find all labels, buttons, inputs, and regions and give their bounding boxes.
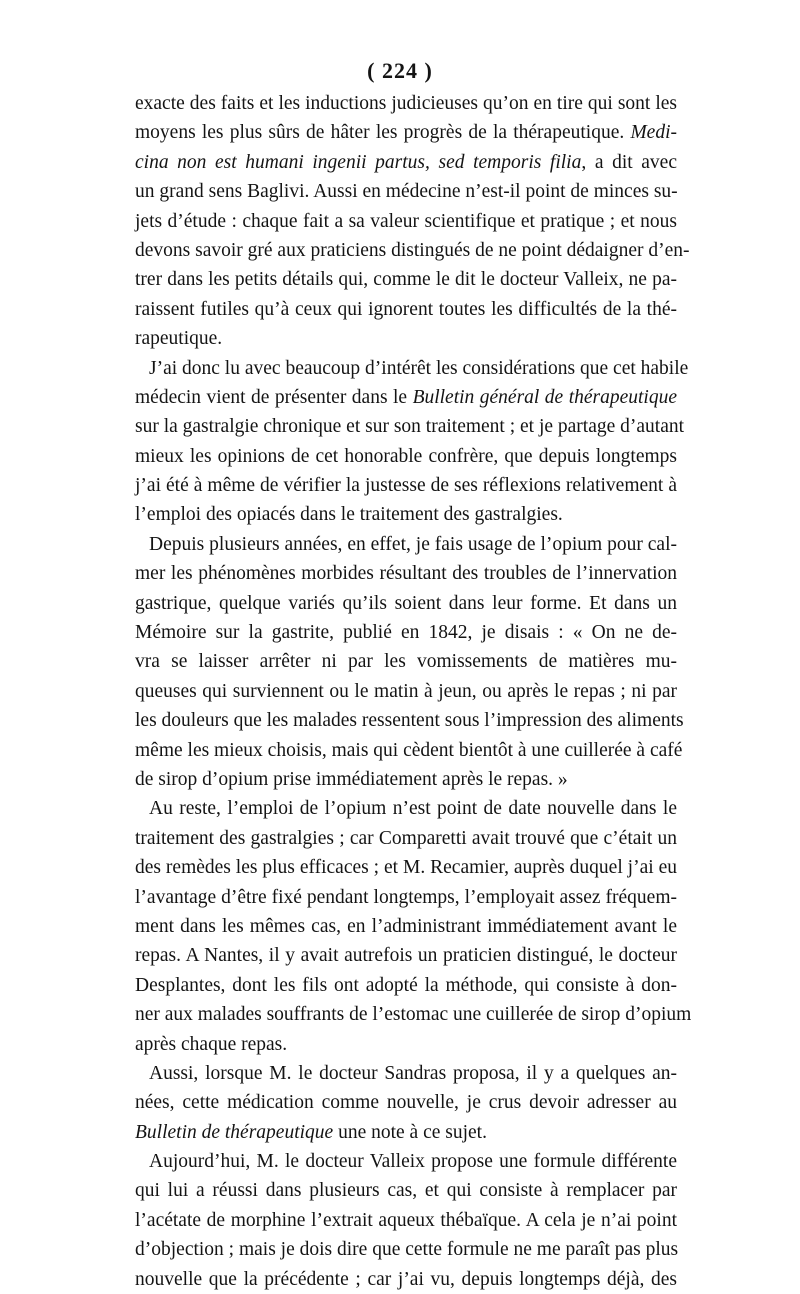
text-run: queuses qui surviennent ou le matin à jeun, ou après le repas ; ni par xyxy=(135,680,677,702)
text-run: qui lui a réussi dans plusieurs cas, et qui consiste à remplacer par xyxy=(135,1180,677,1202)
paragraph xyxy=(135,89,690,354)
text-run: raissent futiles qu’à ceux qui ignorent toutes les difficultés de la thé- xyxy=(135,298,677,320)
text-run: Aujourd’hui, M. le docteur Valleix propose une formule différente xyxy=(149,1151,677,1173)
paragraph xyxy=(135,530,684,795)
text-run: l’emploi des opiacés dans le traitement des gastralgies. xyxy=(135,504,563,526)
text-line xyxy=(135,383,677,412)
text-run: Aussi, lorsque M. le docteur Sandras proposa, il y a quelques an- xyxy=(149,1062,677,1084)
text-line xyxy=(135,324,677,353)
page-number: ( 224 ) xyxy=(367,58,433,83)
text-line xyxy=(135,824,677,853)
paragraph xyxy=(135,794,692,1059)
italic-text: Medi- xyxy=(630,122,677,144)
text-run: moyens les plus sûrs de hâter les progrès de la thérapeutique. xyxy=(135,122,631,144)
text-line xyxy=(135,1147,677,1176)
text-line xyxy=(135,794,677,823)
text-run: un grand sens Baglivi. Aussi en médecine n’est-il point de minces su- xyxy=(135,181,678,203)
paragraph xyxy=(135,1147,677,1294)
text-run: nouvelle que la précédente ; car j’ai vu, depuis longtemps déjà, des xyxy=(135,1268,677,1290)
text-run: J’ai donc lu avec beaucoup d’intérêt les considérations que cet habile xyxy=(149,357,689,379)
text-run: ment dans les mêmes cas, en l’administrant immédiatement avant le xyxy=(135,915,677,937)
text-run: nées, cette médication comme nouvelle, je crus devoir adresser au xyxy=(135,1092,677,1114)
text-run: des remèdes les plus efficaces ; et M. Recamier, auprès duquel j’ai eu xyxy=(135,857,677,879)
text-run: mieux les opinions de cet honorable confrère, que depuis longtemps xyxy=(135,445,677,467)
text-run: sur la gastralgie chronique et sur son traitement ; et je partage d’autant xyxy=(135,416,685,438)
text-line xyxy=(135,706,684,735)
text-line xyxy=(135,941,677,970)
text-line xyxy=(135,530,677,559)
text-line xyxy=(135,912,677,941)
text-run: de sirop d’opium prise immédiatement après le repas. » xyxy=(135,768,568,790)
text-run: exacte des faits et les inductions judicieuses qu’on en tire qui sont les xyxy=(135,93,677,114)
text-line xyxy=(135,883,677,912)
text-line xyxy=(135,1176,677,1205)
text-run: Desplantes, dont les fils ont adopté la méthode, qui consiste à don- xyxy=(135,974,677,996)
text-run: rapeutique. xyxy=(135,328,223,350)
text-line xyxy=(135,207,677,236)
text-run: jets d’étude : chaque fait a sa valeur scientifique et pratique ; et nous xyxy=(135,210,677,232)
text-line xyxy=(135,89,677,118)
text-line xyxy=(135,148,677,177)
text-line xyxy=(135,1000,692,1029)
text-line xyxy=(135,1235,677,1264)
text-line xyxy=(135,471,677,500)
text-run: vra se laisser arrêter ni par les vomissements de matières mu- xyxy=(135,651,677,673)
text-line xyxy=(135,1030,677,1059)
text-line xyxy=(135,971,677,1000)
text-line xyxy=(135,442,677,471)
text-run: trer dans les petits détails qui, comme le dit le docteur Valleix, ne pa- xyxy=(135,269,677,291)
text-run: une note à ce sujet. xyxy=(333,1121,487,1143)
text-line xyxy=(135,295,677,324)
text-run: après chaque repas. xyxy=(135,1033,288,1055)
paragraph xyxy=(135,354,689,530)
italic-text: Bulletin général de thérapeutique xyxy=(412,386,677,408)
text-run: même les mieux choisis, mais qui cèdent bientôt à une cuillerée à café xyxy=(135,739,683,761)
paragraph xyxy=(135,1059,677,1147)
text-run: mer les phénomènes morbides résultant des troubles de l’innervation xyxy=(135,563,677,585)
text-line xyxy=(135,177,677,206)
text-line xyxy=(135,1059,677,1088)
text-run: l’acétate de morphine l’extrait aqueux thébaïque. A cela je n’ai point xyxy=(135,1209,677,1231)
text-run: devons savoir gré aux praticiens distingués de ne point dédaigner d’en- xyxy=(135,239,690,261)
text-line xyxy=(135,559,677,588)
text-run: ner aux malades souffrants de l’estomac une cuillerée de sirop d’opium xyxy=(135,1004,692,1026)
text-line xyxy=(135,1206,677,1235)
text-line xyxy=(135,1088,677,1117)
text-run: , a dit avec xyxy=(581,151,677,173)
italic-text: Bulletin de thérapeutique xyxy=(135,1121,334,1143)
text-line xyxy=(135,500,677,529)
text-run: Au reste, l’emploi de l’opium n’est point de date nouvelle dans le xyxy=(149,798,677,820)
text-run: gastrique, quelque variés qu’ils soient dans leur forme. Et dans un xyxy=(135,592,677,614)
text-line xyxy=(135,589,677,618)
text-line xyxy=(135,1265,677,1294)
text-line xyxy=(135,236,690,265)
text-run: médecin vient de présenter dans le xyxy=(135,386,413,408)
text-line xyxy=(135,618,677,647)
text-line xyxy=(135,265,677,294)
text-run: d’objection ; mais je dois dire que cette formule ne me paraît pas plus xyxy=(135,1239,679,1261)
text-run: Mémoire sur la gastrite, publié en 1842, je disais : « On ne de- xyxy=(135,622,677,644)
text-line xyxy=(135,736,683,765)
text-run: les douleurs que les malades ressentent sous l’impression des aliments xyxy=(135,710,684,732)
text-line xyxy=(135,118,677,147)
text-run: j’ai été à même de vérifier la justesse de ses réflexions relativement à xyxy=(135,475,677,497)
text-line xyxy=(135,677,677,706)
text-line xyxy=(135,853,677,882)
text-line xyxy=(135,354,689,383)
italic-text: cina non est humani ingenii partus, sed temporis filia xyxy=(135,151,582,173)
body-text xyxy=(135,89,692,1294)
text-run: repas. A Nantes, il y avait autrefois un praticien distingué, le docteur xyxy=(135,945,677,967)
text-run: l’avantage d’être fixé pendant longtemps, l’employait assez fréquem- xyxy=(135,886,677,908)
text-line xyxy=(135,1118,677,1147)
text-line xyxy=(135,412,685,441)
text-line xyxy=(135,647,677,676)
text-run: traitement des gastralgies ; car Comparetti avait trouvé que c’était un xyxy=(135,827,677,849)
text-run: Depuis plusieurs années, en effet, je fais usage de l’opium pour cal- xyxy=(149,533,677,555)
text-line xyxy=(135,765,677,794)
